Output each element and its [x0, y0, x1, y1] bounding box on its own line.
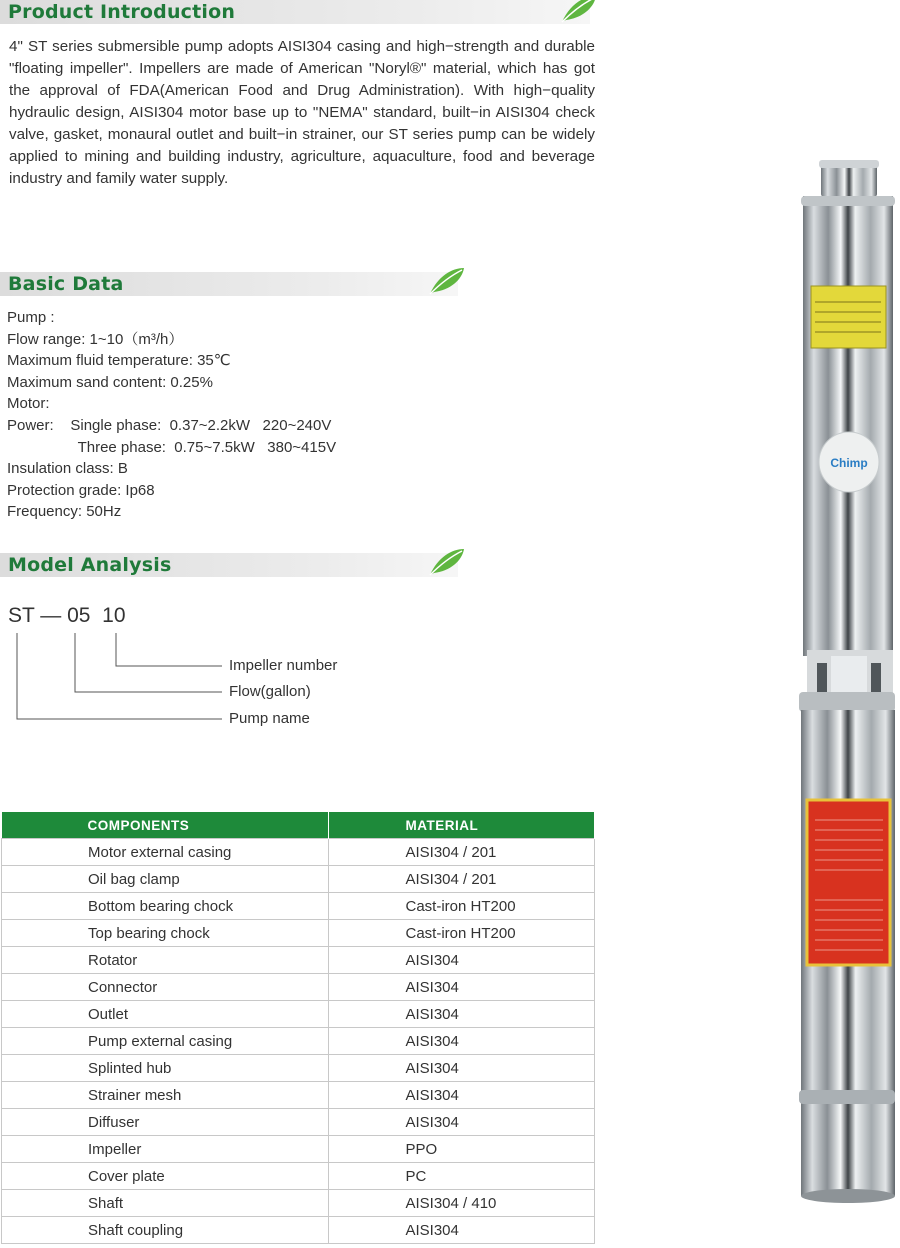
material-cell: Cast-iron HT200 — [328, 920, 595, 947]
column-header-components: COMPONENTS — [2, 812, 329, 839]
material-cell: AISI304 / 201 — [328, 839, 595, 866]
leaf-icon — [428, 547, 466, 577]
component-cell: Motor external casing — [2, 839, 329, 866]
table-row — [2, 974, 595, 1001]
basic-row: Power: Single phase: 0.37~2.2kW 220~240V — [7, 416, 332, 434]
table-row — [2, 1001, 595, 1028]
component-cell: Rotator — [2, 947, 329, 974]
intro-paragraph: 4" ST series submersible pump adopts AISI304 casing and high−strength and durable "floating impeller". Impellers are made of American "Noryl®" material, which has got the approval of FDA(American Food and Drug Administration). With high−quality hydraulic design, AISI304 motor base up to "NEMA" standard, built−in AISI304 check valve, gasket, monaural outlet and built−in strainer, our ST series pump can be widely applied to mining and building industry, agriculture, aquaculture, food and beverage industry and family water supply. — [9, 38, 595, 187]
material-cell: AISI304 — [328, 1055, 595, 1082]
basic-row: Maximum sand content: 0.25% — [7, 373, 213, 391]
table-row — [2, 839, 595, 866]
table-row — [2, 1163, 595, 1190]
impeller-number-label: Impeller number — [229, 657, 338, 674]
table-row — [2, 866, 595, 893]
table-row — [2, 1136, 595, 1163]
material-cell: AISI304 / 410 — [328, 1190, 595, 1217]
table-row — [2, 1055, 595, 1082]
table-row — [2, 1109, 595, 1136]
model-connector-lines — [0, 0, 240, 740]
component-cell: Top bearing chock — [2, 920, 329, 947]
table-row — [2, 1028, 595, 1055]
table-header-row — [2, 812, 595, 839]
leaf-icon — [428, 266, 466, 296]
pump-image — [795, 160, 895, 1205]
table-row — [2, 893, 595, 920]
component-cell: Connector — [2, 974, 329, 1001]
component-cell: Oil bag clamp — [2, 866, 329, 893]
flow-label: Flow(gallon) — [229, 683, 311, 700]
component-cell: Strainer mesh — [2, 1082, 329, 1109]
basic-row: Flow range: 1~10（m³/h） — [7, 330, 184, 348]
material-cell: Cast-iron HT200 — [328, 893, 595, 920]
basic-row: Protection grade: Ip68 — [7, 481, 155, 499]
material-cell: PC — [328, 1163, 595, 1190]
section-title: Model Analysis — [8, 554, 172, 576]
table-row — [2, 920, 595, 947]
section-title: Basic Data — [8, 273, 124, 295]
basic-row: Frequency: 50Hz — [7, 503, 122, 521]
component-cell: Shaft coupling — [2, 1217, 329, 1244]
component-cell: Cover plate — [2, 1163, 329, 1190]
material-cell: AISI304 — [328, 947, 595, 974]
component-cell: Shaft — [2, 1190, 329, 1217]
component-cell: Bottom bearing chock — [2, 893, 329, 920]
material-cell: AISI304 — [328, 1082, 595, 1109]
material-cell: AISI304 — [328, 1217, 595, 1244]
material-cell: AISI304 / 201 — [328, 866, 595, 893]
basic-row: Insulation class: B — [7, 460, 128, 478]
component-cell: Pump external casing — [2, 1028, 329, 1055]
column-header-material: MATERIAL — [328, 812, 595, 839]
component-cell: Splinted hub — [2, 1055, 329, 1082]
leaf-icon — [560, 0, 598, 24]
component-cell: Diffuser — [2, 1109, 329, 1136]
material-cell: AISI304 — [328, 1001, 595, 1028]
pump-name-label: Pump name — [229, 710, 310, 727]
basic-row: Three phase: 0.75~7.5kW 380~415V — [7, 438, 337, 456]
basic-row: Pump : — [7, 309, 55, 326]
table-row — [2, 1217, 595, 1244]
component-cell: Impeller — [2, 1136, 329, 1163]
table-row — [2, 1082, 595, 1109]
model-code: ST — 05 10 — [8, 604, 126, 627]
material-cell: AISI304 — [328, 1028, 595, 1055]
basic-row: Motor: — [7, 395, 50, 413]
component-cell: Outlet — [2, 1001, 329, 1028]
pump-logo: Chimp — [830, 456, 868, 470]
table-row — [2, 1190, 595, 1217]
table-row — [2, 947, 595, 974]
material-cell: PPO — [328, 1136, 595, 1163]
material-cell: AISI304 — [328, 974, 595, 1001]
basic-row: Maximum fluid temperature: 35℃ — [7, 352, 231, 370]
material-cell: AISI304 — [328, 1109, 595, 1136]
section-title: Product Introduction — [8, 1, 236, 23]
components-table — [1, 812, 595, 1244]
